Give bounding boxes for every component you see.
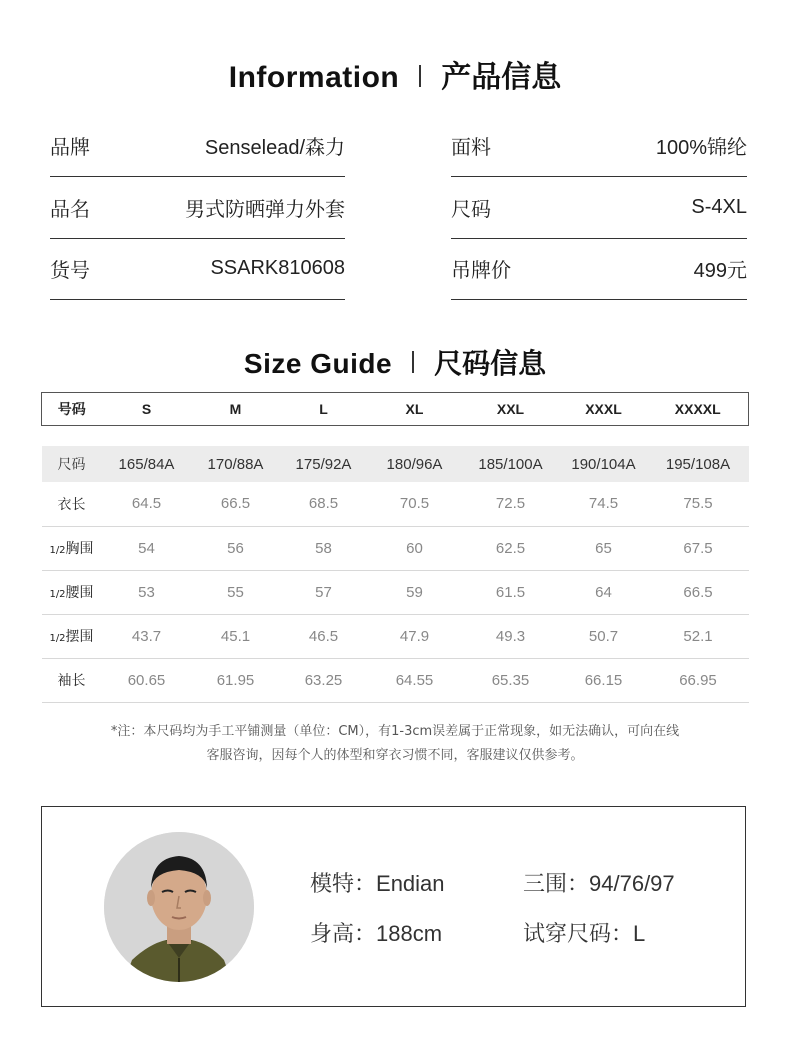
table-cell: 57 [280, 570, 368, 614]
model-measurements-label: 三围： [523, 872, 590, 897]
measurement-note [40, 720, 750, 768]
table-cell: 46.5 [280, 614, 368, 658]
info-key: 面料 [451, 135, 491, 159]
info-row-tag-price [451, 238, 747, 300]
model-size-label: 试穿尺码： [523, 922, 634, 947]
half-prefix: 1/2 [49, 633, 66, 644]
table-cell: 66.5 [648, 570, 749, 614]
measurement-row [42, 614, 749, 658]
model-name: Endian [376, 871, 445, 896]
info-key: 品牌 [50, 135, 90, 159]
row-label [42, 614, 102, 658]
header-cell: XL [368, 393, 462, 426]
header-cell: S [102, 393, 192, 426]
info-row-size-range [451, 177, 747, 239]
table-cell: 68.5 [280, 482, 368, 526]
table-cell: 170/88A [207, 455, 264, 473]
info-value: 100%锦纶 [655, 137, 747, 159]
table-cell: 67.5 [648, 526, 749, 570]
half-prefix: 1/2 [49, 589, 66, 600]
size-guide-title [0, 342, 790, 382]
measurement-row [42, 570, 749, 614]
table-cell: 52.1 [648, 614, 749, 658]
table-cell: 165/84A [118, 455, 175, 473]
header-cell: XXXXL [648, 393, 749, 426]
measurement-row [42, 526, 749, 570]
row-label [42, 526, 102, 570]
info-key: 尺码 [451, 197, 491, 221]
table-cell: 72.5 [462, 482, 560, 526]
info-value: Senselead/森力 [204, 137, 345, 159]
info-title-en: Information [228, 61, 400, 94]
table-spacer [42, 426, 749, 447]
table-cell: 62.5 [462, 526, 560, 570]
model-height-line [310, 917, 442, 948]
table-cell: 54 [102, 526, 192, 570]
table-cell: 53 [102, 570, 192, 614]
table-cell: 64.5 [102, 482, 192, 526]
model-height-label: 身高： [310, 922, 377, 947]
table-cell: 58 [280, 526, 368, 570]
info-row-fabric [451, 115, 747, 177]
table-cell: 60.65 [102, 658, 192, 702]
row-label [42, 482, 102, 526]
row-label-text: 摆围 [65, 629, 94, 645]
row-label [42, 570, 102, 614]
table-cell: 61.95 [192, 658, 280, 702]
model-size: L [633, 921, 646, 946]
table-cell: 63.25 [280, 658, 368, 702]
size-guide-title-en: Size Guide [243, 348, 393, 379]
header-cell: L [280, 393, 368, 426]
table-cell: 55 [192, 570, 280, 614]
table-cell: 64.55 [368, 658, 462, 702]
header-cell: M [192, 393, 280, 426]
info-key: 吊牌价 [451, 258, 511, 282]
table-cell: 66.5 [192, 482, 280, 526]
info-value: S-4XL [691, 196, 747, 218]
model-info-card [41, 806, 746, 1007]
measurement-row [42, 482, 749, 526]
info-row-item-number [50, 238, 345, 300]
info-value: 男式防晒弹力外套 [185, 199, 345, 221]
info-key: 货号 [50, 258, 90, 282]
table-cell: 61.5 [462, 570, 560, 614]
table-cell: 180/96A [386, 455, 443, 473]
model-avatar [104, 832, 254, 982]
model-size-line [523, 917, 645, 948]
table-cell: 75.5 [648, 482, 749, 526]
row-label: 尺码 [57, 457, 86, 473]
row-label-text: 袖长 [57, 673, 86, 689]
half-prefix: 1/2 [49, 545, 66, 556]
note-line: *注：本尺码均为手工平铺测量（单位：CM），有1-3cm误差属于正常现象，如无法确认，可向在线 [110, 724, 680, 739]
row-label-text: 腰围 [65, 585, 94, 601]
table-cell: 66.15 [560, 658, 648, 702]
model-name-label: 模特： [310, 872, 377, 897]
model-name-line [310, 867, 445, 898]
table-cell: 74.5 [560, 482, 648, 526]
header-cell: XXL [462, 393, 560, 426]
table-cell: 65 [560, 526, 648, 570]
table-cell: 49.3 [462, 614, 560, 658]
table-cell: 70.5 [368, 482, 462, 526]
measurement-row [42, 658, 749, 702]
info-value: SSARK810608 [210, 257, 345, 279]
title-divider [412, 351, 414, 373]
model-height: 188cm [376, 921, 443, 946]
info-title-cn: 产品信息 [441, 60, 562, 95]
row-label [42, 658, 102, 702]
table-cell: 50.7 [560, 614, 648, 658]
model-measurements-line [523, 867, 675, 898]
table-cell: 185/100A [478, 455, 543, 473]
size-guide-title-cn: 尺码信息 [434, 347, 547, 380]
table-cell: 43.7 [102, 614, 192, 658]
table-cell: 60 [368, 526, 462, 570]
title-divider [419, 65, 421, 87]
table-cell: 59 [368, 570, 462, 614]
info-title [0, 52, 790, 96]
table-cell: 66.95 [648, 658, 749, 702]
header-cell: XXXL [560, 393, 648, 426]
row-label-text: 胸围 [65, 541, 94, 557]
table-cell: 190/104A [571, 455, 636, 473]
table-cell: 175/92A [295, 455, 352, 473]
table-cell: 45.1 [192, 614, 280, 658]
model-photo [104, 832, 254, 982]
info-row-brand [50, 115, 345, 177]
row-label-text: 衣长 [57, 496, 86, 513]
size-table [41, 392, 749, 703]
note-line: 客服咨询，因每个人的体型和穿衣习惯不同，客服建议仅供参考。 [206, 748, 584, 763]
size-header-row [42, 393, 749, 426]
table-cell: 47.9 [368, 614, 462, 658]
info-row-product-name [50, 177, 345, 239]
info-key: 品名 [50, 197, 90, 221]
info-value: 499元 [693, 260, 747, 282]
height-row [42, 446, 749, 482]
table-cell: 65.35 [462, 658, 560, 702]
model-measurements: 94/76/97 [589, 871, 675, 896]
header-cell: 号码 [42, 393, 102, 426]
table-cell: 56 [192, 526, 280, 570]
table-cell: 64 [560, 570, 648, 614]
table-cell: 195/108A [665, 455, 731, 473]
